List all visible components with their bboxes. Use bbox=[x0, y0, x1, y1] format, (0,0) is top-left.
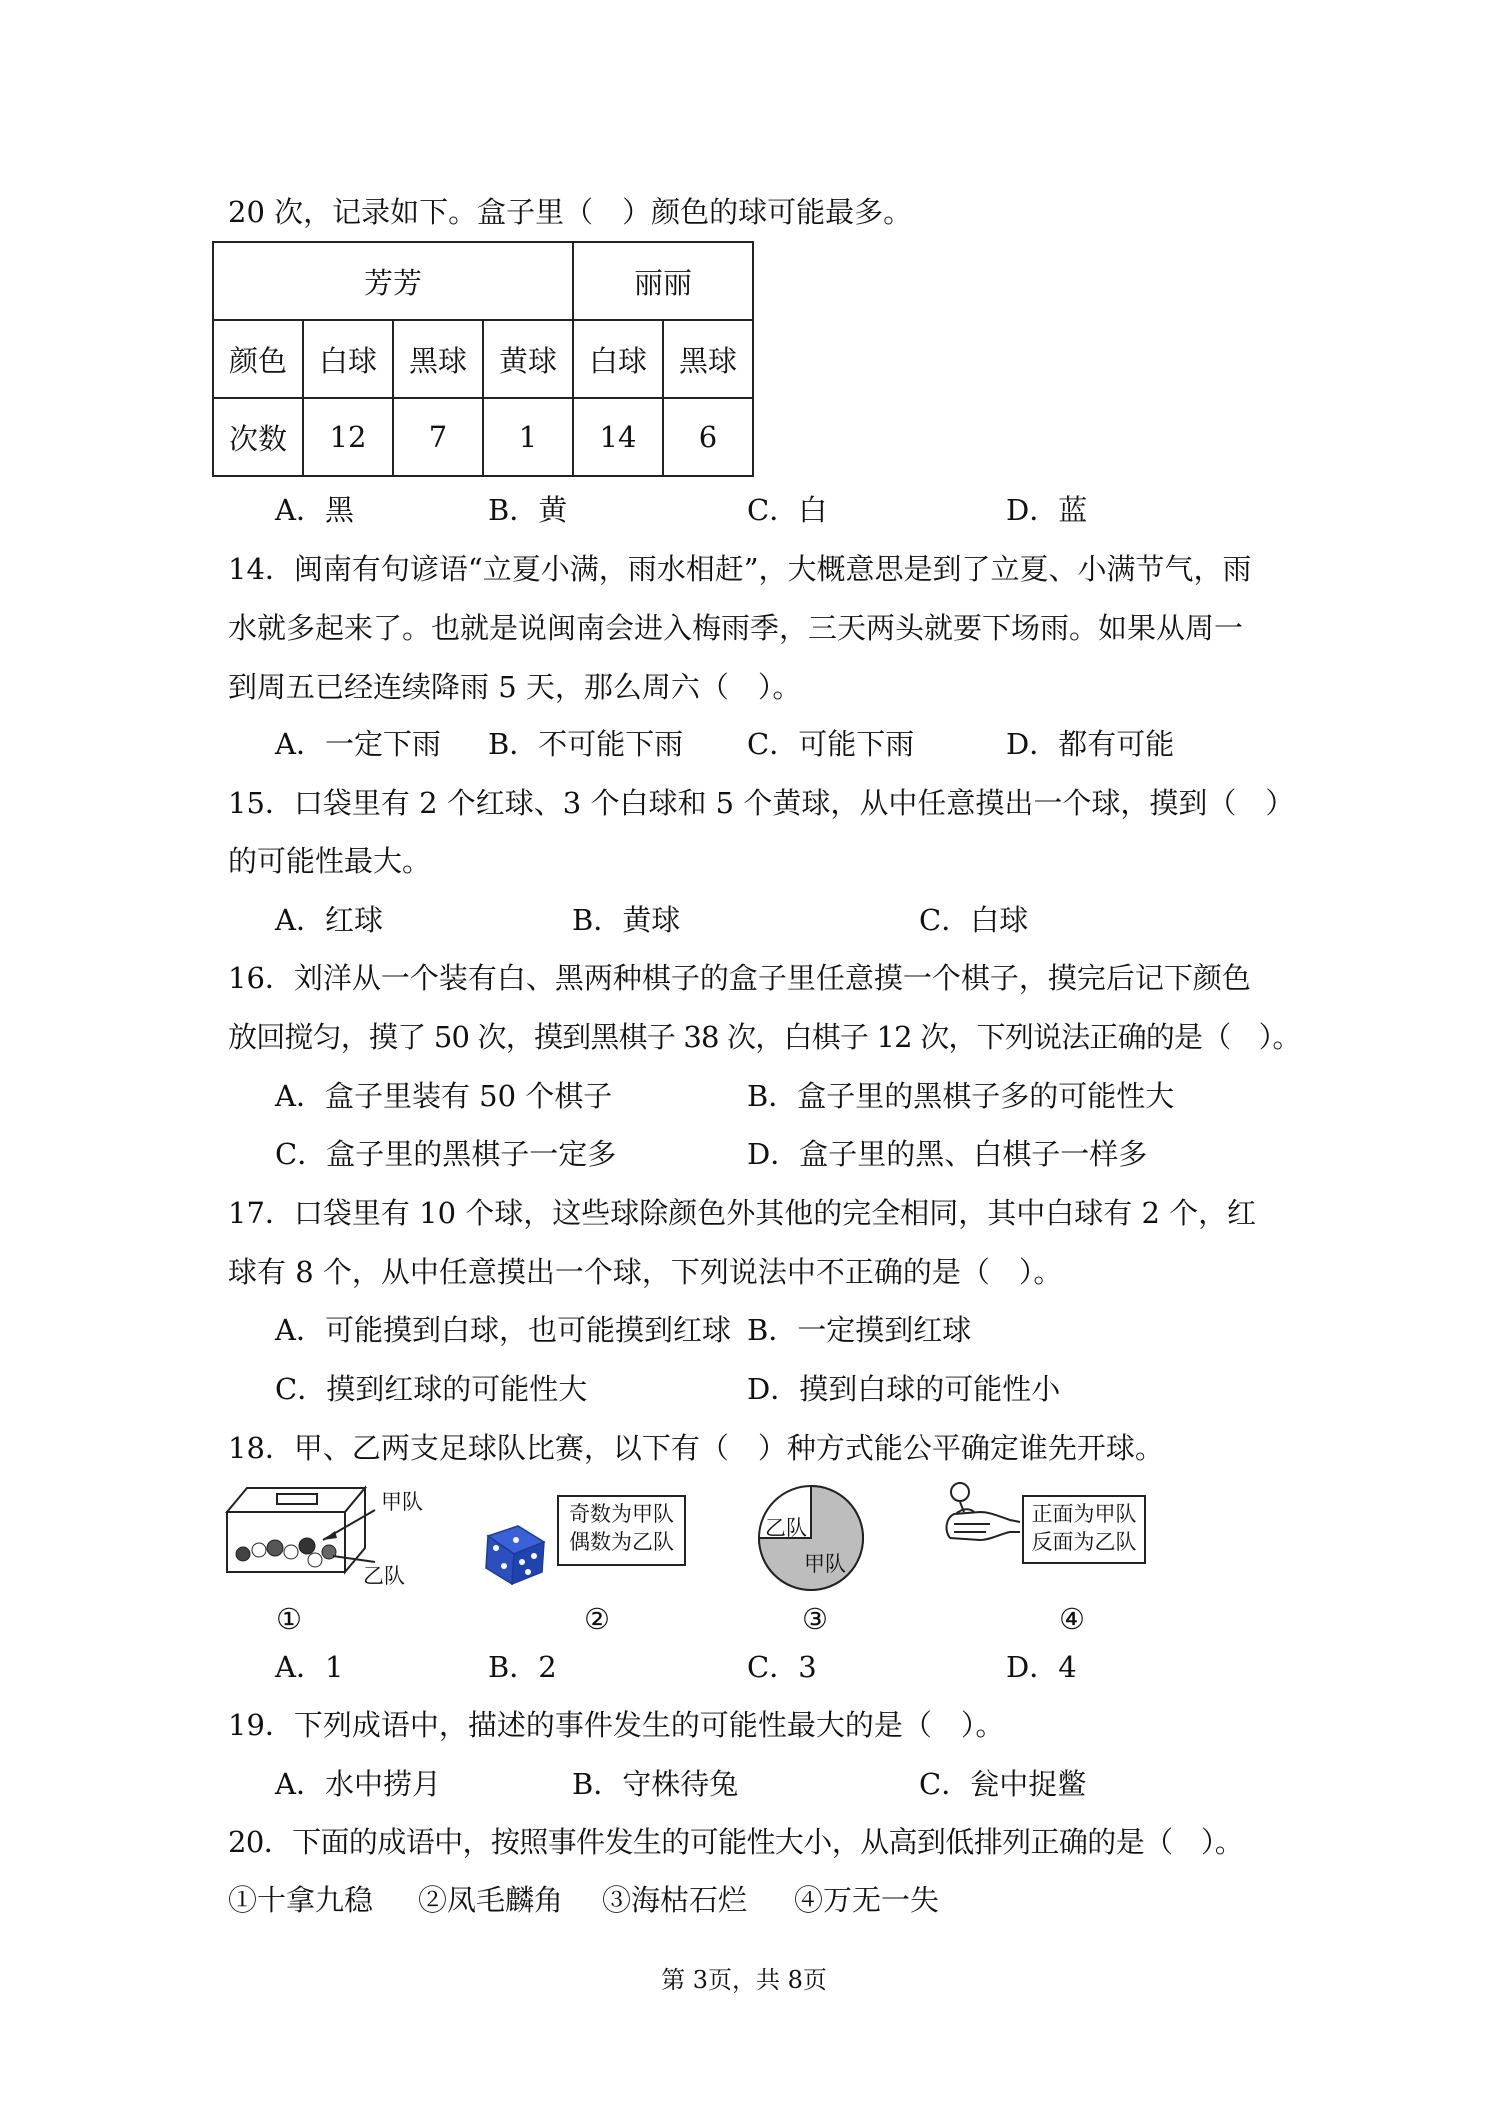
parity-rule-box bbox=[557, 1495, 686, 1566]
q13-option-c: C．白 bbox=[747, 493, 828, 527]
q16-option-d: D．盒子里的黑、白棋子一样多 bbox=[747, 1137, 1148, 1171]
q15-line-1: 15．口袋里有 2 个红球、3 个白球和 5 个黄球，从中任意摸出一个球，摸到（ ） bbox=[228, 786, 1295, 820]
q17-option-a: A．可能摸到白球，也可能摸到红球 bbox=[275, 1313, 731, 1347]
pic1-label-jia: 甲队 bbox=[381, 1490, 423, 1514]
q14-option-b: B．不可能下雨 bbox=[488, 727, 684, 761]
q19-line: 19．下列成语中，描述的事件发生的可能性最大的是（ ）。 bbox=[228, 1708, 1005, 1742]
table-row-label-color: 颜色 bbox=[213, 320, 303, 398]
q19-option-c: C．瓮中捉鳖 bbox=[919, 1767, 1087, 1801]
coin-rule-tails: 反面为乙队 bbox=[1031, 1530, 1137, 1554]
coin-flip-hand-icon bbox=[940, 1480, 1022, 1546]
q15-option-b: B．黄球 bbox=[572, 903, 681, 937]
q19-option-b: B．守株待兔 bbox=[572, 1767, 739, 1801]
q20-item-4: ④万无一失 bbox=[794, 1883, 940, 1917]
q13-option-b: B．黄 bbox=[488, 493, 568, 527]
table-header-lili: 丽丽 bbox=[573, 242, 753, 320]
q14-option-c: C．可能下雨 bbox=[747, 727, 915, 761]
q17-line-1: 17．口袋里有 10 个球，这些球除颜色外其他的完全相同，其中白球有 2 个，红 bbox=[228, 1196, 1257, 1230]
table-cell: 1 bbox=[483, 398, 573, 476]
q16-line-2: 放回搅匀，摸了 50 次，摸到黑棋子 38 次，白棋子 12 次，下列说法正确的是（ ）。 bbox=[228, 1020, 1301, 1054]
q14-line-1: 14．闽南有句谚语“立夏小满，雨水相赶”，大概意思是到了立夏、小满节气，雨 bbox=[228, 552, 1252, 586]
table-cell: 白球 bbox=[573, 320, 663, 398]
q20-item-2: ②凤毛麟角 bbox=[418, 1883, 564, 1917]
table-cell: 黄球 bbox=[483, 320, 573, 398]
q18-option-a: A．1 bbox=[275, 1650, 344, 1684]
pic-number-3: ③ bbox=[802, 1602, 828, 1636]
q17-option-d: D．摸到白球的可能性小 bbox=[747, 1372, 1061, 1406]
q16-line-1: 16．刘洋从一个装有白、黑两种棋子的盒子里任意摸一个棋子，摸完后记下颜色 bbox=[228, 961, 1251, 995]
q16-option-b: B．盒子里的黑棋子多的可能性大 bbox=[747, 1079, 1175, 1113]
table-cell: 7 bbox=[393, 398, 483, 476]
page-footer: 第 3页，共 8页 bbox=[661, 1966, 827, 1994]
q18-option-d: D．4 bbox=[1006, 1650, 1077, 1684]
table-row-label-count: 次数 bbox=[213, 398, 303, 476]
q20-item-3: ③海枯石烂 bbox=[602, 1883, 748, 1917]
q13-option-d: D．蓝 bbox=[1006, 493, 1088, 527]
q16-option-a: A．盒子里装有 50 个棋子 bbox=[275, 1079, 613, 1113]
table-header-fangfang: 芳芳 bbox=[213, 242, 573, 320]
q15-line-2: 的可能性最大。 bbox=[228, 844, 432, 878]
table-cell: 14 bbox=[573, 398, 663, 476]
q16-option-c: C．盒子里的黑棋子一定多 bbox=[275, 1137, 617, 1171]
q18-line: 18．甲、乙两支足球队比赛，以下有（ ）种方式能公平确定谁先开球。 bbox=[228, 1431, 1164, 1465]
table-cell: 黑球 bbox=[393, 320, 483, 398]
parity-rule-odd: 奇数为甲队 bbox=[569, 1502, 674, 1526]
pic1-label-yi: 乙队 bbox=[363, 1564, 405, 1588]
q19-option-a: A．水中捞月 bbox=[275, 1767, 441, 1801]
table-cell: 黑球 bbox=[663, 320, 753, 398]
coin-rule-box bbox=[1022, 1495, 1146, 1564]
pie-label-jia: 甲队 bbox=[804, 1552, 846, 1576]
q20-line: 20．下面的成语中，按照事件发生的可能性大小，从高到低排列正确的是（ ）。 bbox=[228, 1825, 1244, 1859]
pie-label-yi: 乙队 bbox=[765, 1516, 807, 1540]
q18-option-c: C．3 bbox=[747, 1650, 817, 1684]
q14-line-2: 水就多起来了。也就是说闽南会进入梅雨季，三天两头就要下场雨。如果从周一 bbox=[228, 611, 1244, 645]
table-cell: 白球 bbox=[303, 320, 393, 398]
q17-line-2: 球有 8 个，从中任意摸出一个球，下列说法中不正确的是（ ）。 bbox=[228, 1255, 1063, 1289]
q20-item-1: ①十拿九稳 bbox=[228, 1883, 374, 1917]
table-cell: 12 bbox=[303, 398, 393, 476]
q15-option-a: A．红球 bbox=[275, 903, 383, 937]
dice-icon bbox=[482, 1522, 548, 1588]
pic-number-1: ① bbox=[276, 1602, 302, 1636]
q14-line-3: 到周五已经连续降雨 5 天，那么周六（ ）。 bbox=[228, 670, 802, 704]
q17-option-c: C．摸到红球的可能性大 bbox=[275, 1372, 588, 1406]
record-table bbox=[212, 241, 754, 477]
q13-option-a: A．黑 bbox=[275, 493, 354, 527]
q17-option-b: B．一定摸到红球 bbox=[747, 1313, 972, 1347]
coin-rule-heads: 正面为甲队 bbox=[1031, 1502, 1137, 1526]
q18-option-b: B．2 bbox=[488, 1650, 557, 1684]
q14-option-d: D．都有可能 bbox=[1006, 727, 1175, 761]
q15-option-c: C．白球 bbox=[919, 903, 1029, 937]
pic-number-4: ④ bbox=[1059, 1602, 1085, 1636]
table-cell: 6 bbox=[663, 398, 753, 476]
q14-option-a: A．一定下雨 bbox=[275, 727, 441, 761]
q13-continuation: 20 次，记录如下。盒子里（ ）颜色的球可能最多。 bbox=[228, 195, 913, 229]
parity-rule-even: 偶数为乙队 bbox=[569, 1530, 674, 1554]
pic-number-2: ② bbox=[584, 1602, 610, 1636]
